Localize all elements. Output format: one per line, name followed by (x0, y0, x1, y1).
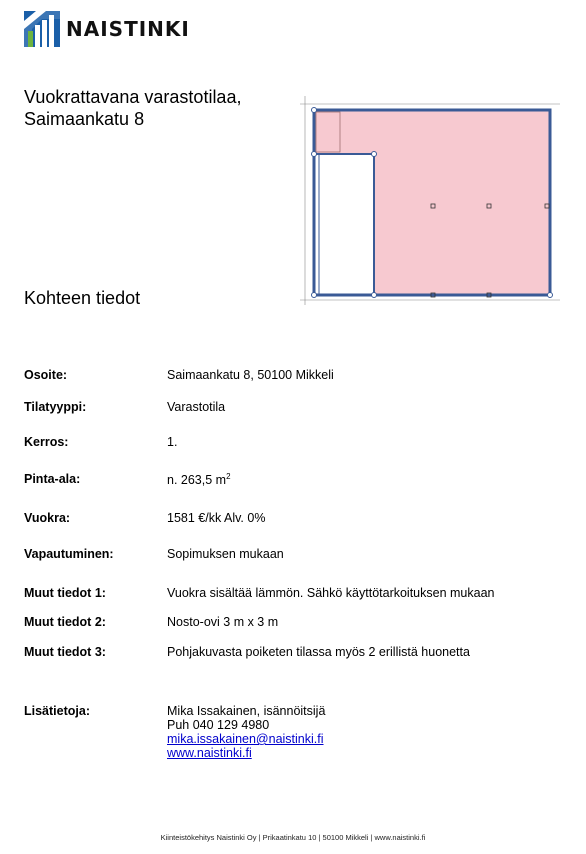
detail-value: Nosto-ovi 3 m x 3 m (167, 615, 279, 629)
section-title: Kohteen tiedot (24, 288, 141, 308)
contact-label: Lisätietoja: (24, 704, 90, 718)
logo (24, 11, 190, 47)
detail-value: Varastotila (167, 400, 226, 414)
detail-value: Pohjakuvasta poiketen tilassa myös 2 erillistä huonetta (167, 645, 470, 659)
detail-value: Vuokra sisältää lämmön. Sähkö käyttötarkoituksen mukaan (167, 586, 495, 600)
page-title (24, 86, 241, 130)
website-link[interactable]: www.naistinki.fi (167, 746, 252, 760)
detail-label: Vuokra: (24, 511, 71, 525)
detail-value: Saimaankatu 8, 50100 Mikkeli (167, 368, 334, 382)
area-unit-exponent: 2 (226, 472, 231, 481)
footer: Kiinteistökehitys Naistinki Oy | Prikaatinkatu 10 | 50100 Mikkeli | www.naistinki.fi (160, 833, 426, 842)
contact-name: Mika Issakainen, isännöitsijä (167, 704, 326, 718)
detail-label: Tilatyyppi: (24, 400, 87, 414)
title-line-2: Saimaankatu 8 (24, 109, 145, 129)
title-line-1: Vuokrattavana varastotilaa, (24, 87, 242, 107)
detail-label: Pinta-ala: (24, 472, 81, 486)
detail-value: 1581 €/kk Alv. 0% (167, 511, 266, 525)
detail-label: Vapautuminen: (24, 547, 114, 561)
detail-label: Osoite: (24, 368, 68, 382)
detail-label: Muut tiedot 1: (24, 586, 106, 600)
detail-value: 1. (167, 435, 178, 449)
contact-phone: Puh 040 129 4980 (167, 718, 270, 732)
contact-email-link[interactable]: mika.issakainen@naistinki.fi (167, 732, 324, 746)
detail-label: Muut tiedot 3: (24, 645, 106, 659)
detail-label: Kerros: (24, 435, 69, 449)
naistinki-logo-icon (24, 11, 60, 47)
detail-label: Muut tiedot 2: (24, 615, 106, 629)
contact-lines (167, 704, 427, 760)
brand-name: NAISTINKI (66, 17, 190, 41)
floorplan-image (300, 90, 560, 305)
detail-value: Sopimuksen mukaan (167, 547, 284, 561)
detail-value: n. 263,5 $m^2$ (167, 472, 231, 488)
